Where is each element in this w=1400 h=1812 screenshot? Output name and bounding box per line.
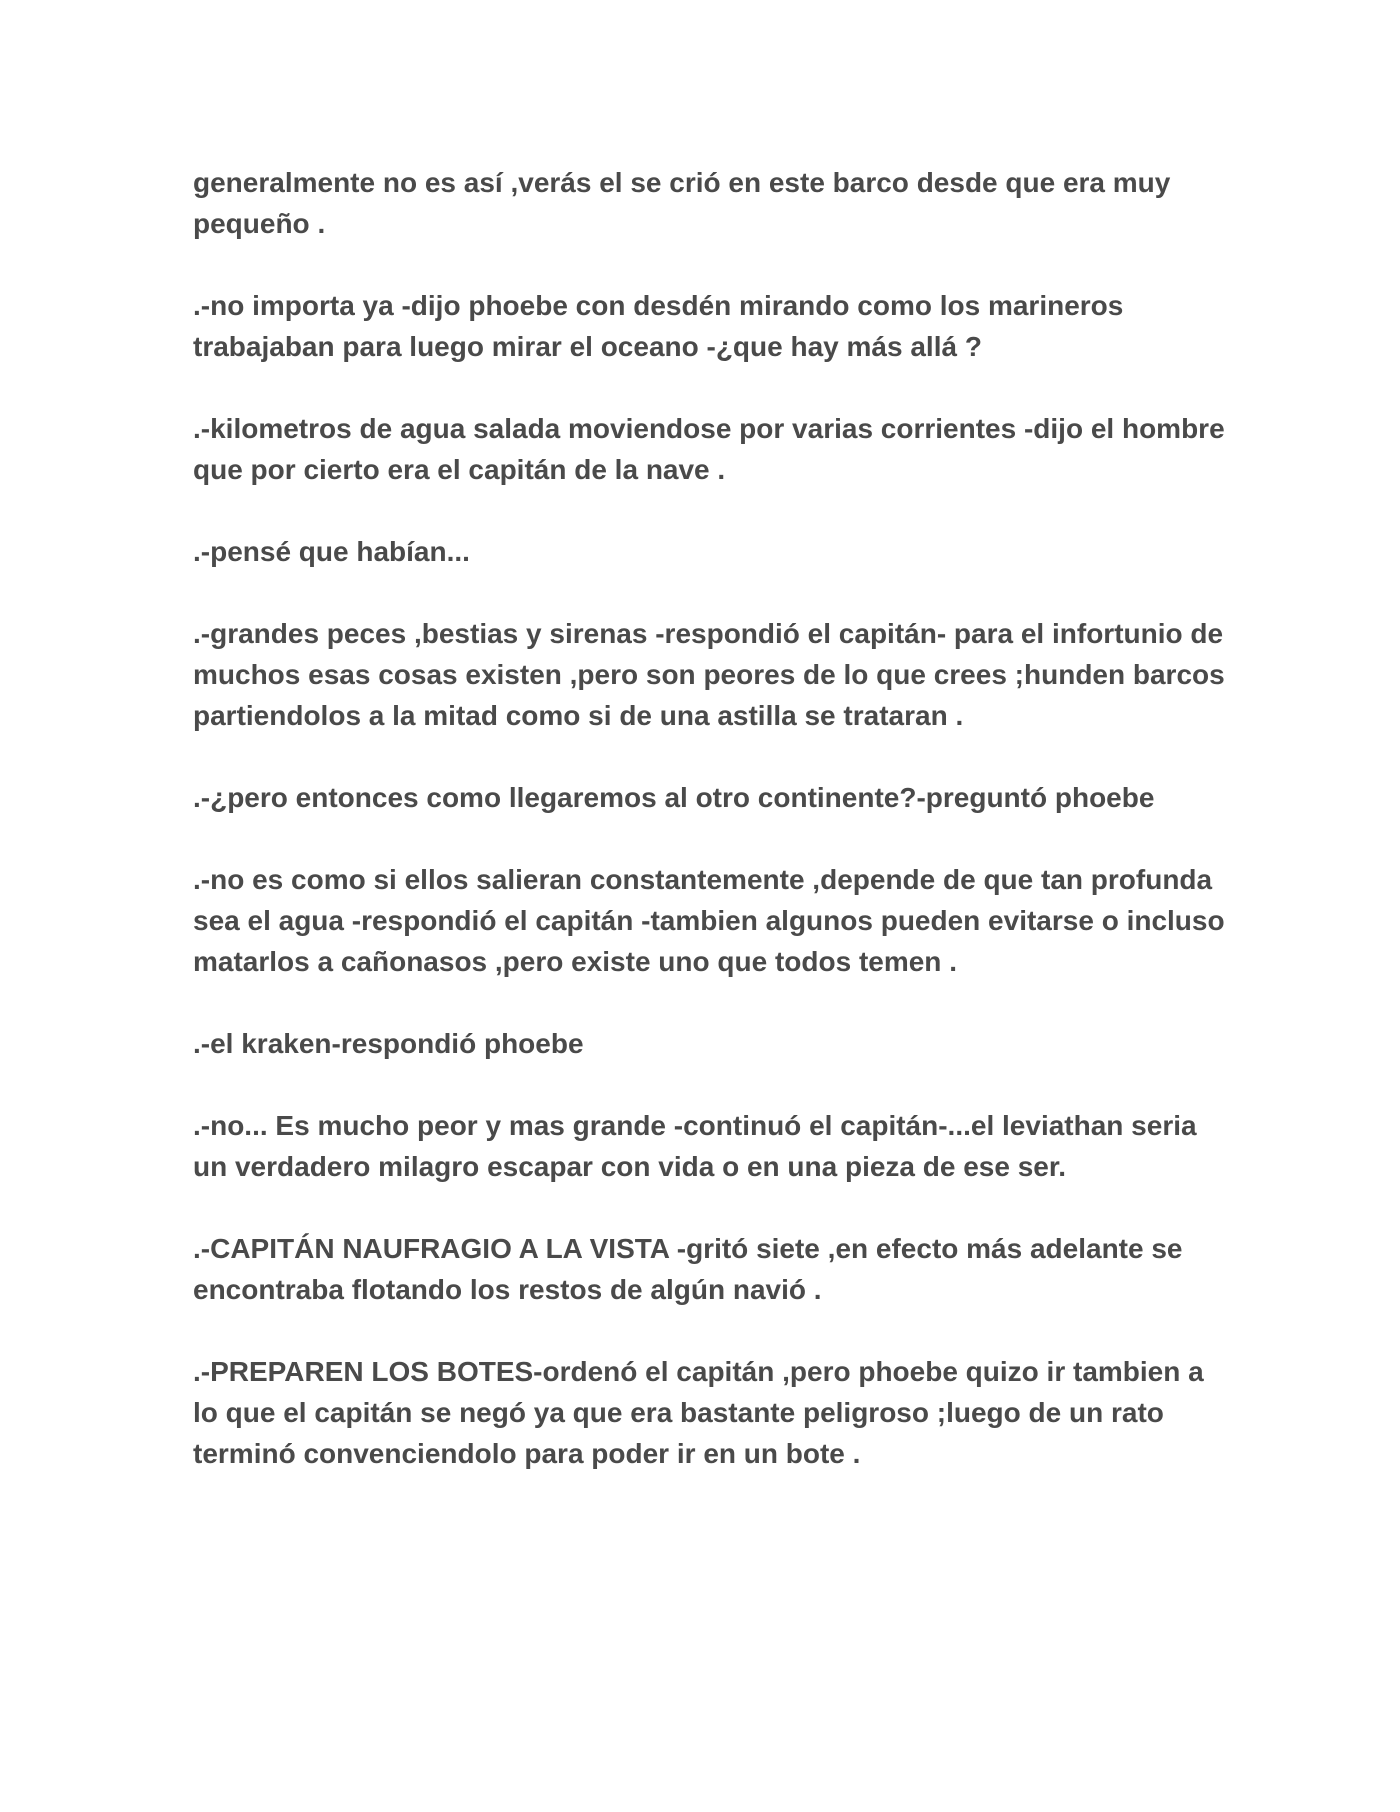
paragraph-4: .-pensé que habían... — [193, 536, 470, 567]
paragraph-11: .-PREPAREN LOS BOTES-ordenó el capitán ,pero phoebe quizo ir tambien a lo que el capitán se negó ya que era bastante peligroso ;luego de un rato terminó convenciendolo para poder ir en un bote . — [193, 1356, 1204, 1469]
paragraph-10: .-CAPITÁN NAUFRAGIO A LA VISTA -gritó siete ,en efecto más adelante se encontraba flotando los restos de algún navió . — [193, 1233, 1183, 1305]
paragraph-5: .-grandes peces ,bestias y sirenas -respondió el capitán- para el infortunio de muchos esas cosas existen ,pero son peores de lo que crees ;hunden barcos partiendolos a la mitad como si de una astilla se trataran . — [193, 618, 1225, 731]
paragraph-3: .-kilometros de agua salada moviendose por varias corrientes -dijo el hombre que por cierto era el capitán de la nave . — [193, 413, 1225, 485]
paragraph-7: .-no es como si ellos salieran constantemente ,depende de que tan profunda sea el agua -respondió el capitán -tambien algunos pueden evitarse o incluso matarlos a cañonasos ,pero existe uno que todos temen . — [193, 864, 1225, 977]
document-body — [193, 162, 1228, 1474]
paragraph-9: .-no... Es mucho peor y mas grande -continuó el capitán-...el leviathan seria un verdadero milagro escapar con vida o en una pieza de ese ser. — [193, 1110, 1197, 1182]
paragraph-1: generalmente no es así ,verás el se crió en este barco desde que era muy pequeño . — [193, 167, 1171, 239]
paragraph-6: .-¿pero entonces como llegaremos al otro continente?-preguntó phoebe — [193, 782, 1155, 813]
paragraph-2: .-no importa ya -dijo phoebe con desdén mirando como los marineros trabajaban para luego mirar el oceano -¿que hay más allá ? — [193, 290, 1124, 362]
paragraph-8: .-el kraken-respondió phoebe — [193, 1028, 584, 1059]
